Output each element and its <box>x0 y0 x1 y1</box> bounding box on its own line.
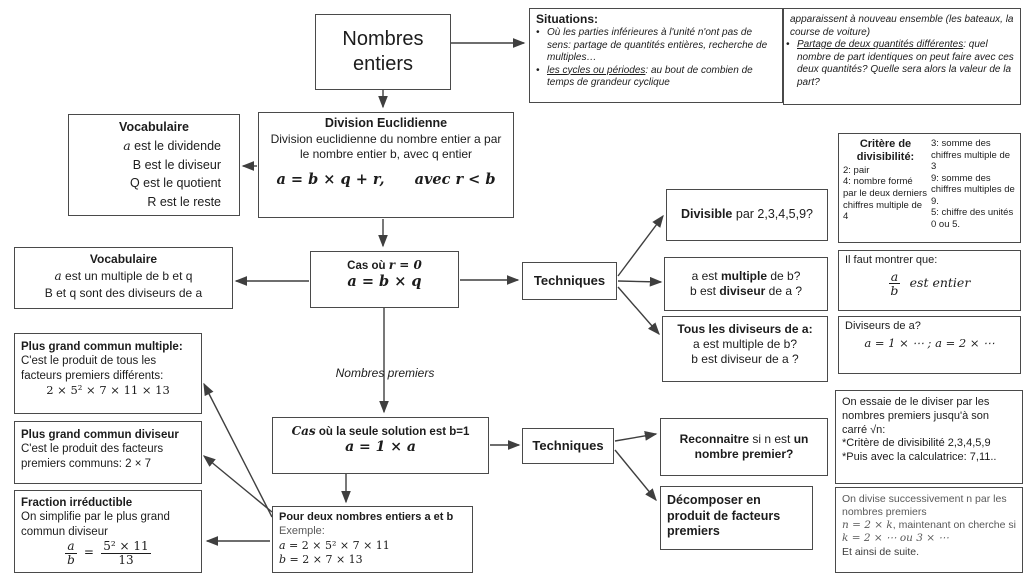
critere-title: Critère de divisibilité: <box>856 138 915 164</box>
il-faut-formula: $\frac{a}{b}$ est entier <box>890 268 971 298</box>
pgcm-title: Plus grand commun multiple: <box>21 341 183 353</box>
situations-bullet-3: • Partage de deux quantités différentes: quel nombre de part identiques on peut faire avec ces deux quantités? Quelle sera alors la valeur de la part? <box>786 39 1014 89</box>
situations-bullet-2: • les cycles ou périodes: au bout de combien de temps de grandeur cyclique <box>536 65 776 90</box>
nombres-entiers-box <box>315 14 451 90</box>
vocabulaire-title: Vocabulaire <box>119 120 189 134</box>
vocabulaire-multiples-box <box>14 247 233 309</box>
multiple-line-2: b est diviseur de a ? <box>689 284 803 298</box>
pgcm-body: C'est le produit de tous les facteurs premiers différents: <box>21 355 164 382</box>
pour-deux-title: Pour deux nombres entiers a et b <box>279 511 454 523</box>
nombres-premiers-label: Nombres premiers <box>335 366 435 380</box>
bullet-icon <box>786 39 797 89</box>
divisible-text: Divisible par 2,3,4,5,9? <box>680 207 814 222</box>
diviseurs-question: Diviseurs de a? <box>845 320 921 332</box>
on-divise-line: n = 2 × k, maintenant on cherche si k = 2 × ⋯ ou 3 × ⋯ <box>842 519 1016 545</box>
vocab-line: a est le dividende <box>123 137 221 153</box>
diviseurs-formula: a = 1 × ⋯ ; a = 2 × ⋯ <box>864 335 995 350</box>
decomposer-facteurs-box <box>660 486 813 550</box>
on-divise-line: Et ainsi de suite. <box>842 545 920 558</box>
critere-rule-5: 5: chiffre des unités 0 ou 5. <box>931 207 1014 231</box>
division-euclidienne-box <box>258 112 514 218</box>
il-faut-montrer-box <box>838 250 1021 311</box>
plus-grand-commun-multiple-box <box>14 333 202 414</box>
situations-continuation-box <box>783 8 1021 105</box>
pgcm-formula: 2 × 5² × 7 × 11 × 13 <box>46 383 170 398</box>
multiple-line-1: a est multiple de b? <box>691 269 801 283</box>
critere-col-left <box>843 138 928 238</box>
fraction-formula: $\frac{a}{b}$ = $\frac{\text{5² × 11}}{13}$ <box>67 539 149 567</box>
pgcd-title: Plus grand commun diviseur <box>21 429 179 441</box>
exemple-formula-a: a = 2 × 5² × 7 × 11 <box>279 538 390 552</box>
on-essaie-line: On essaie de le diviser par les nombres premiers jusqu'à son carré √n: <box>842 396 990 436</box>
vocab-line: Q est le quotient <box>129 176 221 191</box>
exemple-label: Exemple: <box>279 525 325 538</box>
exemple-deux-entiers-box <box>272 506 473 573</box>
vocab-line: a est un multiple de b et q <box>54 268 193 283</box>
plus-grand-commun-diviseur-box <box>14 421 202 484</box>
situations-box <box>529 8 783 103</box>
fraction-irreductible-box <box>14 490 202 573</box>
on-essaie-line: *Puis avec la calculatrice: 7,11.. <box>842 451 997 463</box>
test-primalite-box <box>835 390 1023 484</box>
situations-title: Situations: <box>536 12 598 26</box>
tous-diviseurs-title: Tous les diviseurs de a: <box>677 322 813 336</box>
on-divise-line: On divise successivement n par les nombres premiers <box>842 493 1007 519</box>
vocabulaire-division-box <box>68 114 240 216</box>
tous-diviseurs-line: b est diviseur de a ? <box>691 352 799 366</box>
cas-r0-formula: a = b × q <box>347 273 422 291</box>
multiple-diviseur-question-box <box>664 257 828 311</box>
cas-r0-title: Cas où r = 0 <box>347 258 422 272</box>
critere-divisibilite-box <box>838 133 1021 243</box>
critere-col-right <box>931 138 1016 238</box>
nombres-entiers-title: Nombres entiers <box>342 28 424 75</box>
techniques-division-box <box>522 262 617 300</box>
reconnaitre-text: Reconnaitre si n est un nombre premier? <box>679 432 809 461</box>
techniques-label: Techniques <box>532 437 604 453</box>
critere-rule-3: 3: somme des chiffres multiple de 3 <box>931 138 1011 173</box>
cas-r-egal-0-box <box>310 251 459 308</box>
critere-rule-9: 9: somme des chiffres multiples de 9. <box>931 172 1015 207</box>
division-body: Division euclidienne du nombre entier a par le nombre entier b, avec q entier <box>270 131 502 161</box>
cas-b1-formula: a = 1 × a <box>345 439 416 456</box>
il-faut-text: Il faut montrer que: <box>845 254 938 266</box>
pgcd-body: C'est le produit des facteurs premiers communs: 2 × 7 <box>21 443 164 470</box>
exemple-formula-b: b = 2 × 7 × 13 <box>279 552 363 566</box>
techniques-premiers-box <box>522 428 614 464</box>
vocab-line: B et q sont des diviseurs de a <box>44 285 203 300</box>
division-title: Division Euclidienne <box>324 116 448 130</box>
situations-bullet-1: • Où les parties inférieures à l'unité n'ont pas de sens: partage de quantités entières, recherche de multiples… <box>536 27 776 65</box>
critere-rule-2: 2: pair <box>843 164 870 176</box>
diviseurs-de-a-box <box>838 316 1021 374</box>
bullet-icon <box>536 65 547 90</box>
fraction-body: On simplifie par le plus grand commun diviseur <box>21 511 170 538</box>
division-formula: a = b × q + r, avec r < b <box>276 170 496 188</box>
decomposer-label: Décomposer en produit de facteurs premiers <box>667 493 781 539</box>
cas-b-egal-1-box <box>272 417 489 474</box>
vocab-line: R est le reste <box>147 195 221 209</box>
reconnaitre-premier-box <box>660 418 828 476</box>
vocabulaire-title: Vocabulaire <box>89 252 158 266</box>
tous-diviseurs-line: a est multiple de b? <box>692 337 798 351</box>
situations-continuation-text: apparaissent à nouveau ensemble (les bateaux, la course de voiture) <box>790 14 1014 38</box>
cas-b1-title: Cas où la seule solution est b=1 <box>291 424 470 438</box>
tous-les-diviseurs-box <box>662 316 828 382</box>
vocab-line: B est le diviseur <box>132 157 221 172</box>
techniques-label: Techniques <box>533 272 606 288</box>
fraction-title: Fraction irréductible <box>21 497 133 509</box>
divisible-question-box <box>666 189 828 241</box>
on-essaie-line: *Critère de divisibilité 2,3,4,5,9 <box>842 437 991 450</box>
critere-rule-4: 4: nombre formé par le deux derniers chiffres multiple de 4 <box>843 176 927 223</box>
decomposition-methode-box <box>835 487 1023 573</box>
bullet-icon <box>536 27 547 65</box>
